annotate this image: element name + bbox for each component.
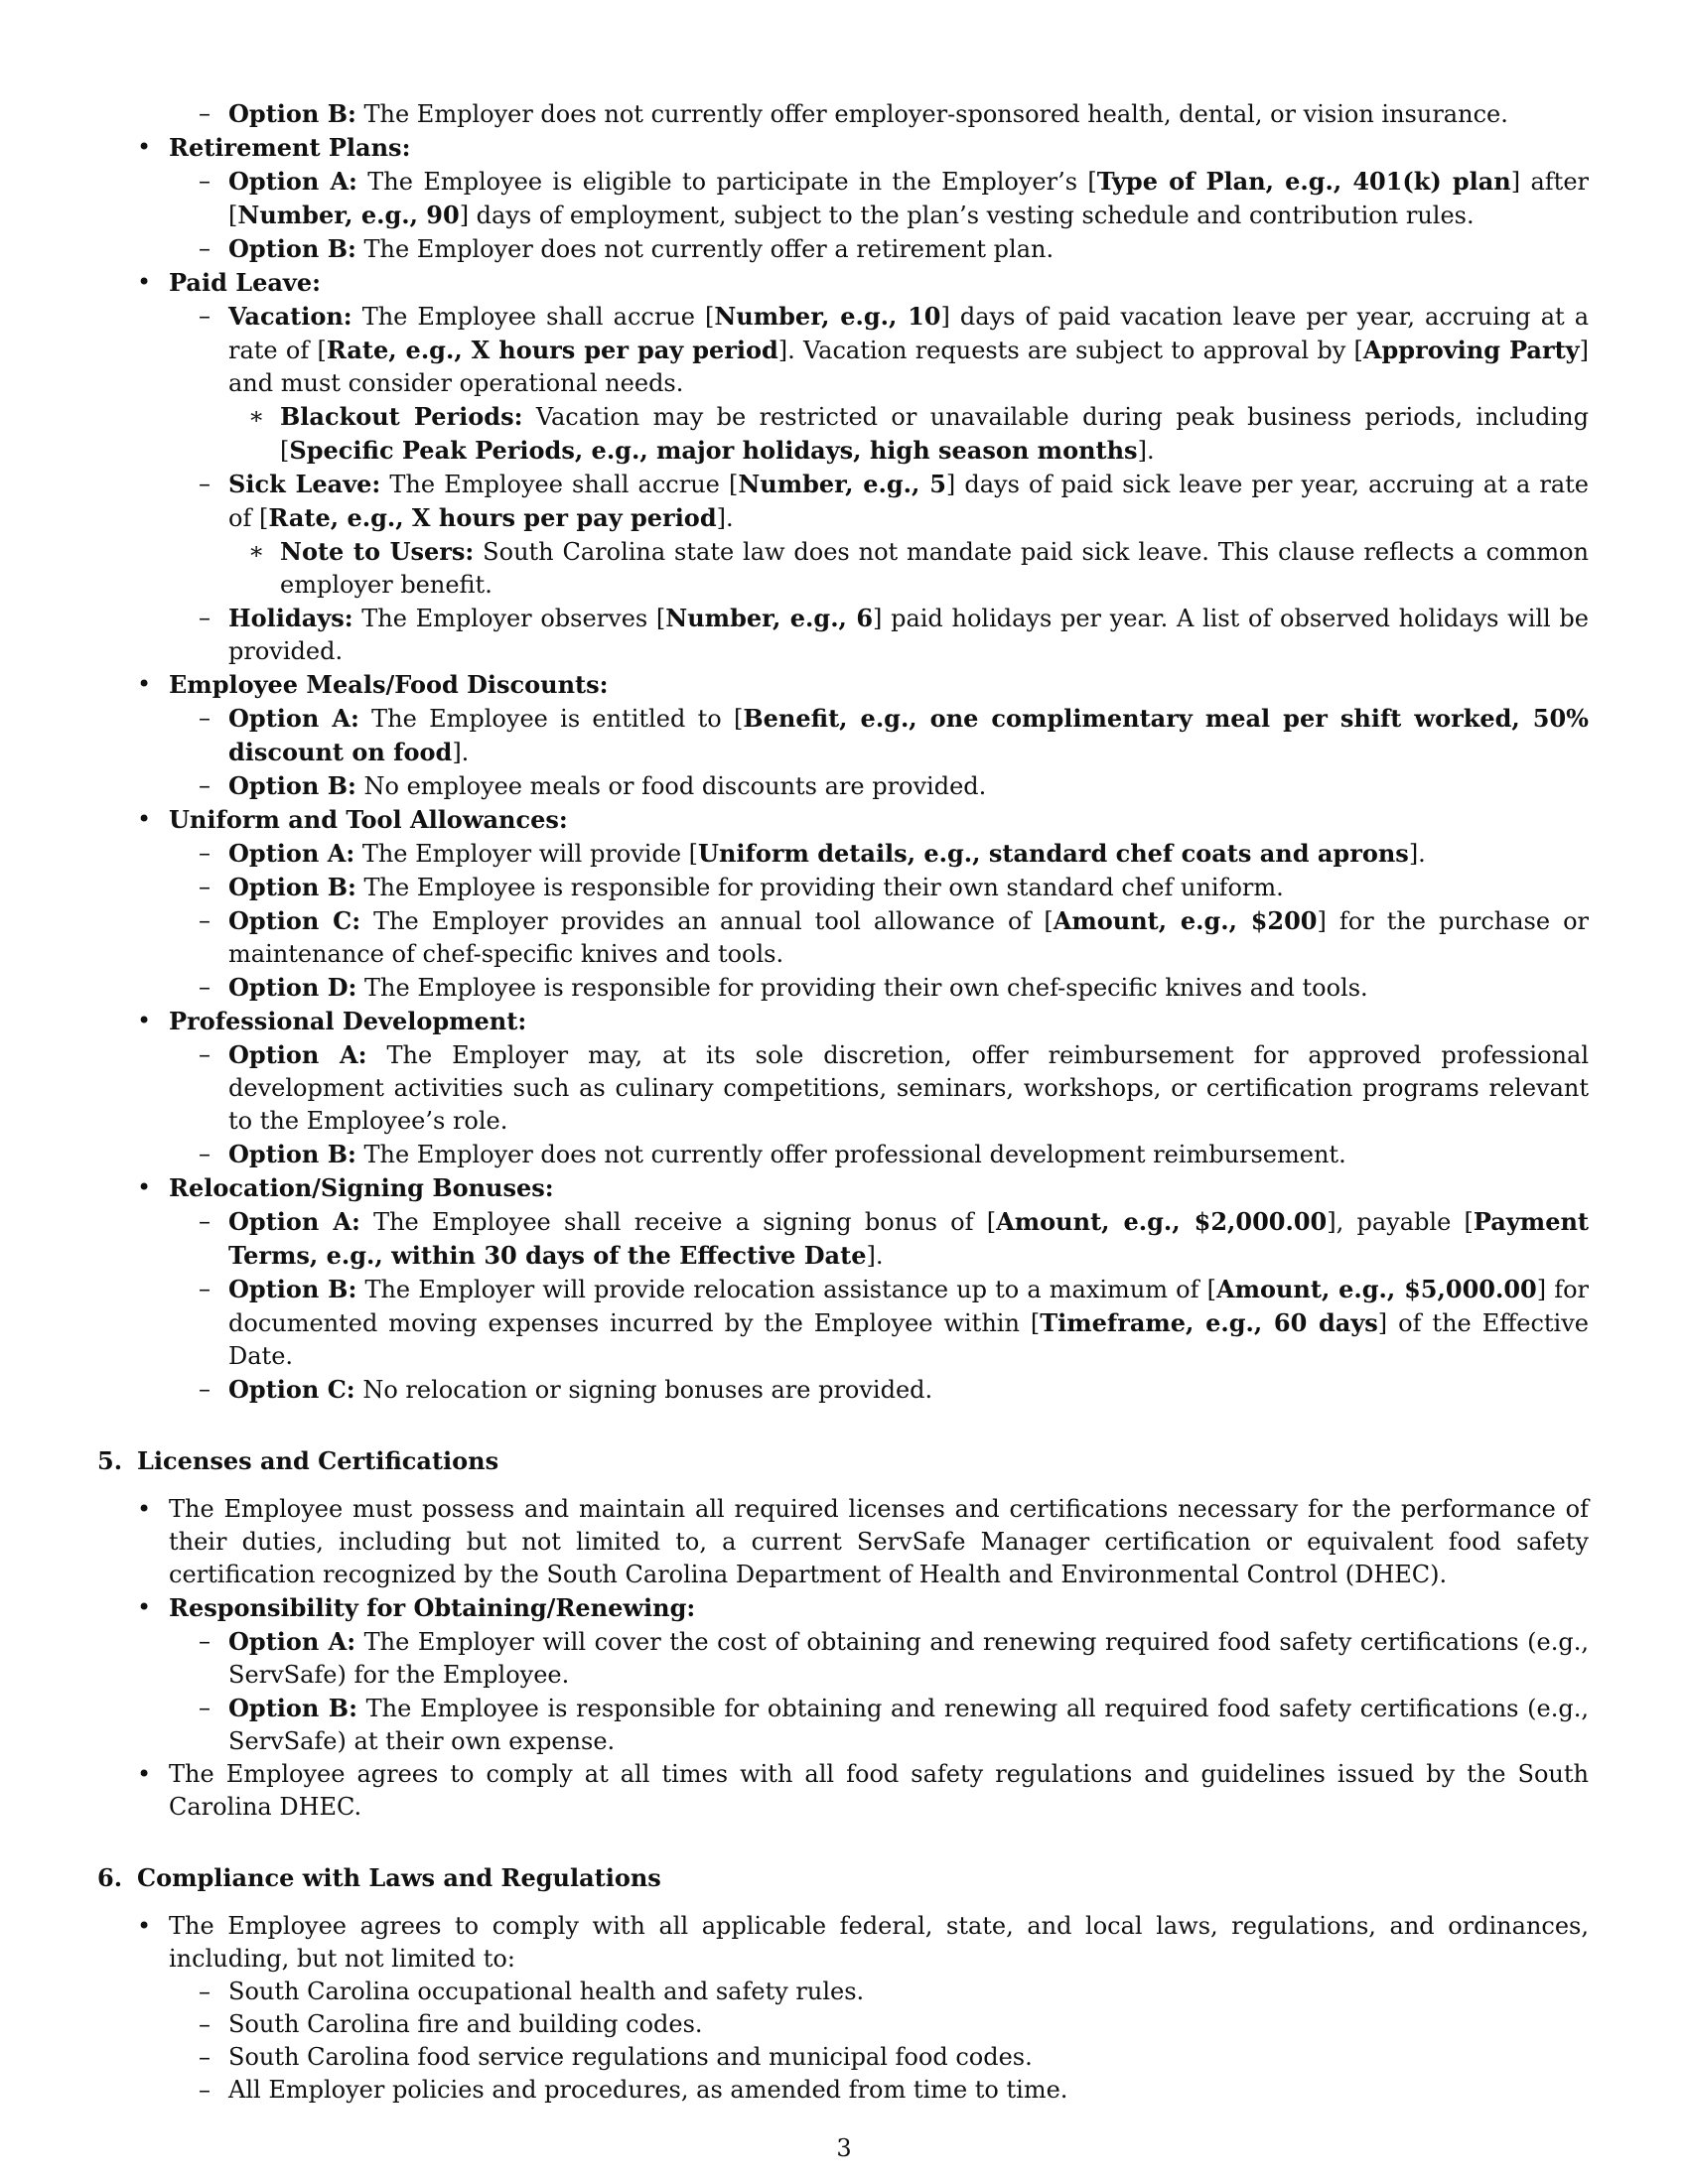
page-content [97,97,1589,2107]
uniform-heading: Uniform and Tool Allowances: [169,805,568,834]
uniform-option-d: – Option D: The Employee is responsible for providing their own chef-specific knives and tools. [169,971,1589,1005]
responsibility-item: • Responsibility for Obtaining/Renewing: – Option A: The Employer will cover the cost of obtaining and renewing required food safety certifications (e.g., ServSafe) for the Employee. – Option B: The Employee is responsible for obtaining and renewing all required food safety certifications (e.g., ServSafe) at their own expense. [97,1591,1589,1758]
relocation-signing-bonuses [97,1171,1589,1407]
professional-dev-option-a: – Option A: The Employer may, at its sole discretion, offer reimbursement for approved professional development activities such as culinary competitions, seminars, workshops, or certification programs relevant to the Employee’s role. [169,1038,1589,1138]
retirement-plans [97,131,1589,266]
professional-development [97,1005,1589,1171]
sick-leave-item: – Sick Leave: The Employee shall accrue [Number, e.g., 5] days of paid sick leave per year, accruing at a rate of [Rate, e.g., X hours per pay period]. ∗ Note to Users: South Carolina state law does not mandate paid sick leave. This clause reflects a common employer benefit. [169,468,1589,602]
compliance-item: – South Carolina fire and building codes. [169,2008,1589,2041]
benefits-list [97,97,1589,1407]
compliance-item: – All Employer policies and procedures, as amended from time to time. [169,2074,1589,2107]
licenses-intro: • The Employee must possess and maintain all required licenses and certifications necessary for the performance of their duties, including but not limited to, a current ServSafe Manager certification or equivalent food safety certification recognized by the South Carolina Department of Health and Environmental Control (DHEC). [97,1493,1589,1591]
holidays-item: – Holidays: The Employer observes [Number, e.g., 6] paid holidays per year. A list of observed holidays will be provided. [169,602,1589,668]
page-number: 3 [836,2134,852,2162]
responsibility-option-b: – Option B: The Employee is responsible for obtaining and renewing all required food safety certifications (e.g., ServSafe) at their own expense. [169,1692,1589,1758]
uniform-option-b: – Option B: The Employee is responsible for providing their own standard chef uniform. [169,871,1589,904]
relocation-heading: Relocation/Signing Bonuses: [169,1173,554,1202]
employee-meals [97,668,1589,803]
section-6-heading: 6. Compliance with Laws and Regulations [97,1863,661,1892]
relocation-option-b: – Option B: The Employer will provide relocation assistance up to a maximum of [Amount, e.g., $5,000.00] for documented moving expenses incurred by the Employee within [Timeframe, e.g., 60 days] of the Effective Date. [169,1273,1589,1373]
paid-leave-heading: Paid Leave: [169,268,321,297]
section-5-list [97,1493,1589,1824]
health-option-b: – Option B: The Employer does not currently offer employer-sponsored health, dental, or vision insurance. [169,97,1589,131]
meals-heading: Employee Meals/Food Discounts: [169,670,609,699]
professional-dev-option-b: – Option B: The Employer does not currently offer professional development reimbursement. [169,1138,1589,1171]
uniform-option-a: – Option A: The Employer will provide [Uniform details, e.g., standard chef coats and aprons]. [169,837,1589,871]
relocation-option-a: – Option A: The Employee shall receive a signing bonus of [Amount, e.g., $2,000.00], payable [Payment Terms, e.g., within 30 days of the Effective Date]. [169,1205,1589,1273]
food-safety-compliance: • The Employee agrees to comply at all times with all food safety regulations and guidelines issued by the South Carolina DHEC. [97,1758,1589,1824]
compliance-item: – South Carolina occupational health and safety rules. [169,1976,1589,2008]
note-to-users: ∗ Note to Users: South Carolina state law does not mandate paid sick leave. This clause reflects a common employer benefit. [228,535,1589,602]
relocation-option-c: – Option C: No relocation or signing bonuses are provided. [169,1373,1589,1407]
section-5-heading: 5. Licenses and Certifications [97,1446,499,1475]
health-insurance-continued [97,97,1589,131]
retirement-option-b: – Option B: The Employer does not currently offer a retirement plan. [169,232,1589,266]
paid-leave [97,266,1589,668]
meals-option-a: – Option A: The Employee is entitled to [Benefit, e.g., one complimentary meal per shift worked, 50% discount on food]. [169,702,1589,769]
vacation-item: – Vacation: The Employee shall accrue [Number, e.g., 10] days of paid vacation leave per year, accruing at a rate of [Rate, e.g., X hours per pay period]. Vacation requests are subject to approval by [Approving Party] and must consider operational needs. ∗ Blackout Periods: Vacation may be restricted or unavailable during peak business periods, including [Specific Peak Periods, e.g., major holidays, high season months]. [169,300,1589,468]
retirement-heading: Retirement Plans: [169,133,411,162]
retirement-option-a: – Option A: The Employee is eligible to participate in the Employer’s [Type of Plan, e.g., 401(k) plan] after [Number, e.g., 90] days of employment, subject to the plan’s vesting schedule and contribution rules. [169,165,1589,232]
blackout-periods: ∗ Blackout Periods: Vacation may be restricted or unavailable during peak business periods, including [Specific Peak Periods, e.g., major holidays, high season months]. [228,400,1589,468]
professional-dev-heading: Professional Development: [169,1007,527,1035]
meals-option-b: – Option B: No employee meals or food discounts are provided. [169,769,1589,803]
section-6-list [97,1910,1589,2107]
compliance-intro: • The Employee agrees to comply with all applicable federal, state, and local laws, regulations, and ordinances, including, but not limited to: – South Carolina occupational health and safety rules. – South Carolina fire and building codes. – South Carolina food service regulations and municipal food codes. – All Employer policies and procedures, as amended from time to time. [97,1910,1589,2107]
compliance-item: – South Carolina food service regulations and municipal food codes. [169,2041,1589,2074]
uniform-option-c: – Option C: The Employer provides an annual tool allowance of [Amount, e.g., $200] for the purchase or maintenance of chef-specific knives and tools. [169,904,1589,971]
responsibility-option-a: – Option A: The Employer will cover the cost of obtaining and renewing required food safety certifications (e.g., ServSafe) for the Employee. [169,1625,1589,1692]
uniform-tool-allowances [97,803,1589,1005]
